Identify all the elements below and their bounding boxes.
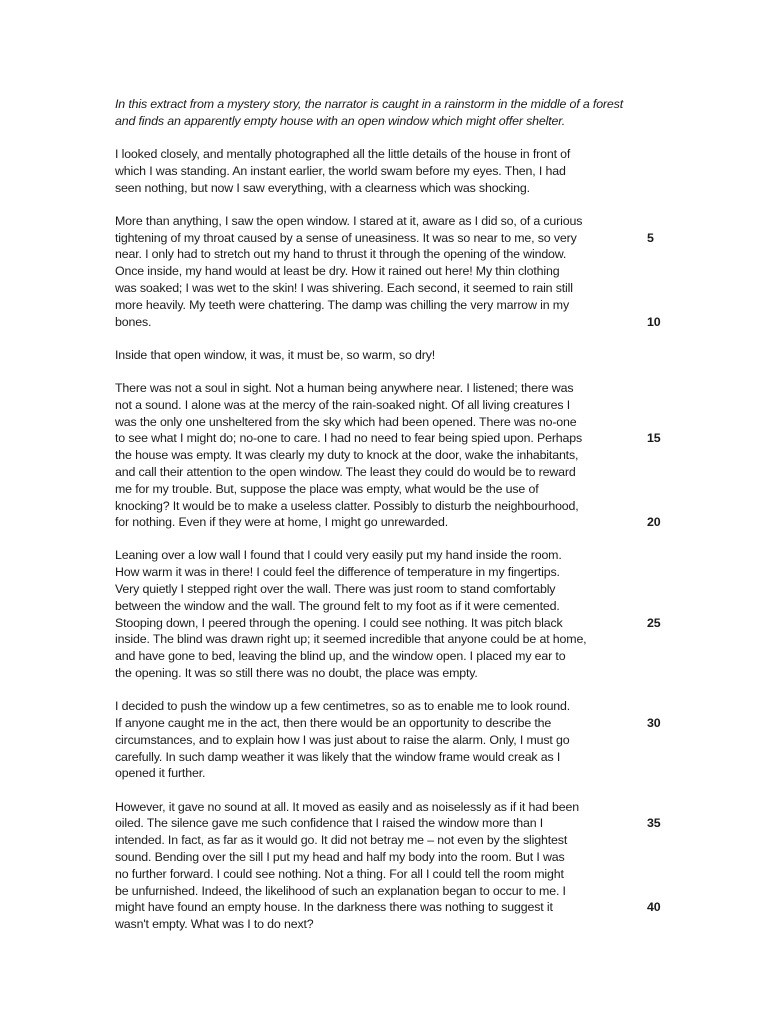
text-line: [115, 849, 655, 866]
line-text: the house was empty. It was clearly my duty to knock at the door, wake the inhabitants,: [115, 448, 579, 463]
paragraph-3: [115, 347, 655, 364]
line-text: Leaning over a low wall I found that I could very easily put my hand inside the room.: [115, 548, 562, 563]
paragraph-1: [115, 146, 655, 196]
line-text: seen nothing, but now I saw everything, with a clearness which was shocking.: [115, 180, 530, 195]
line-number: 40: [647, 900, 661, 915]
paragraph-6: [115, 698, 661, 782]
text-line: [115, 547, 655, 564]
line-text: inside. The blind was drawn right up; it seemed incredible that anyone could be at home,: [115, 632, 587, 647]
line-text: Once inside, my hand would at least be dry. How it rained out here! My thin clothing: [115, 264, 560, 279]
intro-paragraph: [115, 96, 655, 130]
line-text: Very quietly I stepped right over the wall. There was just room to stand comfortably: [115, 582, 556, 597]
text-line: [115, 749, 655, 766]
line-number: 10: [647, 314, 661, 329]
text-line: [115, 397, 655, 414]
line-number: 15: [647, 431, 661, 446]
text-line: [115, 631, 655, 648]
text-line: [115, 698, 655, 715]
line-text: and call their attention to the open window. The least they could do would be to reward: [115, 464, 576, 479]
line-text: which I was standing. An instant earlier, the world swam before my eyes. Then, I had: [115, 163, 566, 178]
text-line: [115, 180, 655, 197]
text-line: [115, 866, 655, 883]
text-line: [115, 581, 655, 598]
text-line: [115, 481, 655, 498]
line-text: I looked closely, and mentally photographed all the little details of the house in front of: [115, 146, 571, 161]
line-text: was the only one unsheltered from the sky which had been opened. There was no-one: [115, 414, 577, 429]
line-text: However, it gave no sound at all. It moved as easily and as noiselessly as if it had been: [115, 799, 579, 814]
line-number: 20: [647, 515, 661, 530]
line-text: for nothing. Even if they were at home, I might go unrewarded.: [115, 515, 449, 530]
text-line: [115, 715, 661, 732]
text-line: [115, 899, 661, 916]
line-text: tightening of my throat caused by a sense of uneasiness. It was so near to me, so very: [115, 230, 577, 245]
line-text: near. I only had to stretch out my hand to thrust it through the opening of the window.: [115, 247, 567, 262]
text-line: [115, 280, 655, 297]
text-line: [115, 883, 655, 900]
paragraph-7: [115, 799, 661, 933]
line-text: to see what I might do; no-one to care. I had no need to fear being spied upon. Perhaps: [115, 431, 583, 446]
line-text: and have gone to bed, leaving the blind up, and the window open. I placed my ear to: [115, 649, 566, 664]
line-text: more heavily. My teeth were chattering. The damp was chilling the very marrow in my: [115, 297, 569, 312]
text-line: [115, 498, 655, 515]
text-line: [115, 799, 655, 816]
paragraph-5: [115, 547, 661, 681]
line-text: If anyone caught me in the act, then there would be an opportunity to describe the: [115, 716, 552, 731]
text-line: [115, 815, 661, 832]
line-text: Stooping down, I peered through the opening. I could see nothing. It was pitch black: [115, 615, 563, 630]
line-text: oiled. The silence gave me such confidence that I raised the window more than I: [115, 816, 544, 831]
line-number: 25: [647, 615, 661, 630]
line-text: knocking? It would be to make a useless clatter. Possibly to disturb the neighbourhood,: [115, 498, 579, 513]
line-text: intended. In fact, as far as it would go. It did not betray me – not even by the slightest: [115, 833, 568, 848]
line-text: Inside that open window, it was, it must be, so warm, so dry!: [115, 347, 436, 362]
line-number: 5: [647, 230, 654, 245]
line-text: bones.: [115, 314, 152, 329]
text-line: [115, 514, 661, 531]
line-text: opened it further.: [115, 766, 206, 781]
line-text: circumstances, and to explain how I was just about to raise the alarm. Only, I must go: [115, 732, 570, 747]
line-text: the opening. It was so still there was no doubt, the place was empty.: [115, 666, 478, 681]
text-line: [115, 648, 655, 665]
text-line: [115, 163, 655, 180]
text-column: [115, 96, 661, 949]
text-line: [115, 213, 655, 230]
text-line: [115, 146, 655, 163]
line-text: be unfurnished. Indeed, the likelihood of such an explanation began to occur to me. I: [115, 883, 566, 898]
line-text: might have found an empty house. In the darkness there was nothing to suggest it: [115, 900, 553, 915]
text-line: [115, 297, 655, 314]
text-line: [115, 665, 655, 682]
text-line: [115, 430, 661, 447]
line-text: How warm it was in there! I could feel the difference of temperature in my fingertips.: [115, 565, 560, 580]
text-line: [115, 230, 655, 247]
text-line: [115, 765, 655, 782]
text-line: [115, 380, 655, 397]
text-line: [115, 347, 655, 364]
text-line: [115, 598, 655, 615]
text-line: [115, 464, 655, 481]
text-line: [115, 414, 655, 431]
paragraph-4: [115, 380, 661, 531]
text-line: [115, 246, 655, 263]
line-text: not a sound. I alone was at the mercy of the rain-soaked night. Of all living creatures I: [115, 397, 570, 412]
line-text: between the window and the wall. The ground felt to my foot as if it were cemented.: [115, 598, 560, 613]
text-line: [115, 615, 661, 632]
intro-line: and finds an apparently empty house with an open window which might offer shelter.: [115, 113, 566, 128]
line-text: More than anything, I saw the open window. I stared at it, aware as I did so, of a curious: [115, 213, 583, 228]
line-text: carefully. In such damp weather it was likely that the window frame would creak as I: [115, 749, 561, 764]
line-number: 30: [647, 716, 661, 731]
line-text: wasn't empty. What was I to do next?: [115, 917, 314, 932]
intro-line: In this extract from a mystery story, the narrator is caught in a rainstorm in the middle of a forest: [115, 97, 623, 111]
text-line: [115, 314, 661, 331]
text-line: [115, 832, 655, 849]
line-text: was soaked; I was wet to the skin! I was shivering. Each second, it seemed to rain still: [115, 280, 573, 295]
line-text: There was not a soul in sight. Not a human being anywhere near. I listened; there was: [115, 380, 574, 395]
text-line: [115, 564, 655, 581]
line-text: no further forward. I could see nothing. Not a thing. For all I could tell the room might: [115, 866, 564, 881]
line-text: me for my trouble. But, suppose the place was empty, what would be the use of: [115, 481, 539, 496]
text-line: [115, 263, 655, 280]
line-text: sound. Bending over the sill I put my head and half my body into the room. But I was: [115, 850, 565, 865]
text-line: [115, 916, 655, 933]
text-line: [115, 447, 655, 464]
paragraph-2: [115, 213, 661, 331]
line-number: 35: [647, 816, 661, 831]
line-text: I decided to push the window up a few centimetres, so as to enable me to look round.: [115, 699, 571, 714]
text-line: [115, 732, 655, 749]
